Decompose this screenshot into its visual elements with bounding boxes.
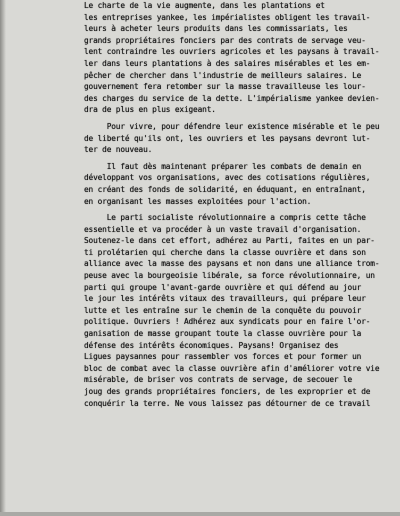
text-line: joug des grands propriétaires fonciers, de les exproprier et de [84,387,371,396]
text-line: le jour les intérêts vitaux des travailleurs, qui prépare leur [84,294,366,304]
text-line: dra de plus en plus exigeant. [84,105,216,115]
text-line: des charges du service de la dette. L'impérialisme yankee devien- [84,93,380,103]
text-line: développant vos organisations, avec des cotisations régulières, [84,173,371,183]
text-line: en créant des fonds de solidarité, en éduquant, en entraînant, [84,184,366,194]
text-line: parti qui groupe l'avant-garde ouvrière et qui défend au jour [84,282,362,292]
text-line: ter de nouveau. [84,145,153,155]
text-line: défense des intérêts économiques. Paysans! Organisez des [84,340,339,350]
text-line: ti prolétarien qui cherche dans la classe ouvrière et dans son [84,247,366,257]
text-line: en organisant les masses exploitées pour l'action. [84,196,312,206]
text-line: de liberté qu'ils ont, les ouvriers et les paysans devront lut- [84,133,371,143]
text-line: Le parti socialiste révolutionnaire a compris cette tâche [84,213,366,223]
text-line: lutte et les entraîne sur le chemin de la conquête du pouvoir [84,305,362,315]
text-line: essentielle et va procéder à un vaste travail d'organisation. [84,224,362,234]
text-line: conquérir la terre. Ne vous laissez pas détourner de ce travail [84,398,371,408]
text-line: politique. Ouvriers ! Adhérez aux syndicats pour en faire l'or- [84,317,371,327]
text-line: peuse avec la bourgeoisie libérale, sa force révolutionnaire, un [84,271,375,281]
text-line: ler dans leurs plantations à des salaires misérables et les em- [84,58,371,68]
text-line: Il faut dès maintenant préparer les combats de demain en [84,161,362,171]
text-line: pêcher de chercher dans l'industrie de meilleurs salaires. Le [84,70,362,80]
text-line: ganisation de masse groupant toute la classe ouvrière pour la [84,329,362,339]
text-line: bloc de combat avec la classe ouvrière afin d'améliorer votre vie [84,363,380,373]
text-line: les entreprises yankee, les impérialistes obligent les travail- [84,12,371,22]
text-line: leurs à acheter leurs produits dans les commissariats, les [84,24,348,34]
scan-bottom-edge [0,512,400,516]
text-line: Ligues paysannes pour rassembler vos forces et pour former un [84,352,362,362]
text-line: misérable, de briser vos contrats de servage, de secouer le [84,375,353,385]
document-body [84,0,396,409]
text-line: gouvernement fera retomber sur la masse travailleuse les lour- [84,82,366,92]
text-line: Pour vivre, pour défendre leur existence misérable et le peu [84,121,380,131]
text-line: Le charte de la vie augmente, dans les plantations et [84,1,325,10]
text-line: Soutenez-le dans cet effort, adhérez au Parti, faites en un par- [84,236,375,246]
text-line: grands propriétaires fonciers par des contrats de servage veu- [84,35,366,45]
scan-edge-shadow [0,0,6,516]
text-line: alliance avec la masse des paysans et non dans une alliance trom- [84,259,380,269]
text-line: lent contraindre les ouvriers agricoles et les paysans à travail- [84,47,380,57]
